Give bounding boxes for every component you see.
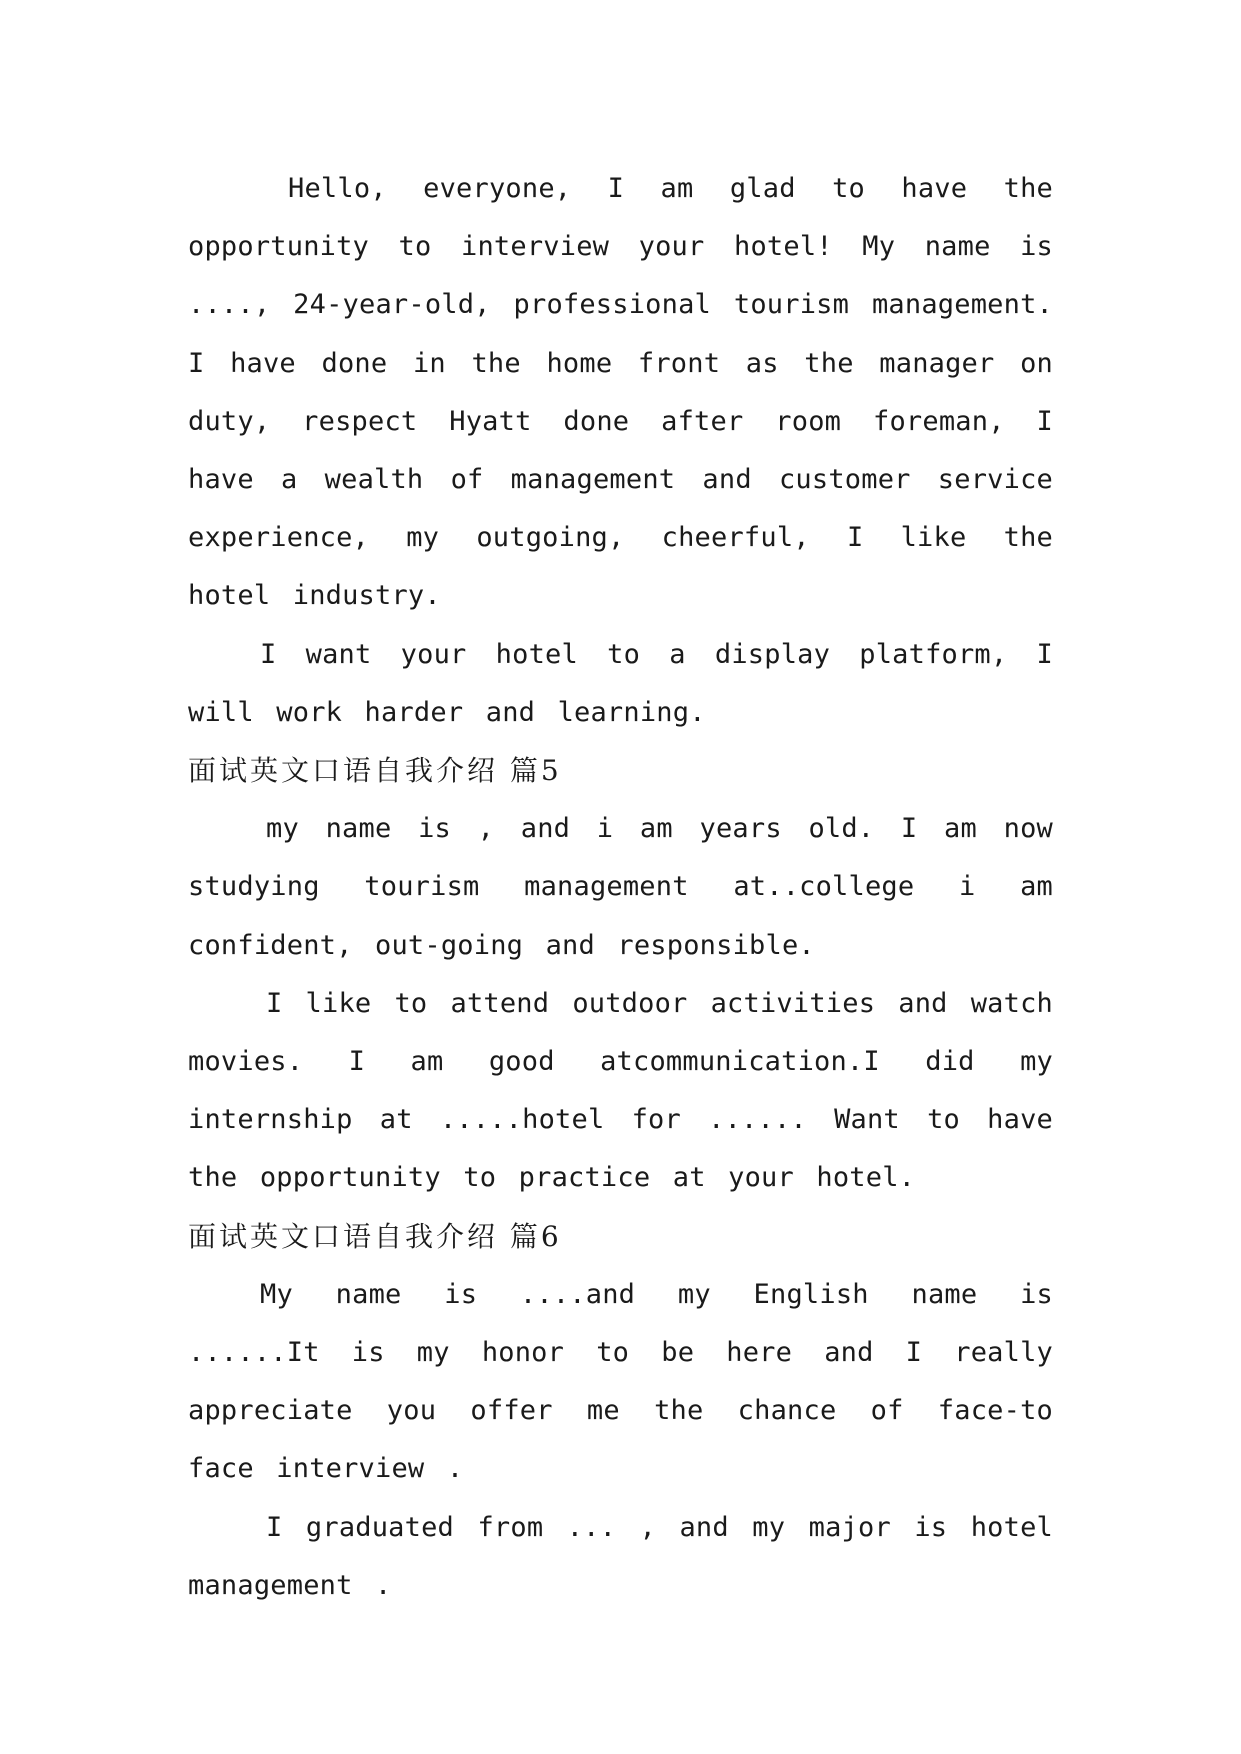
document-body [188,160,1053,1615]
paragraph-hobbies-5: I like to attend outdoor activities and watch movies. I am good atcommunication.I did my internship at .....hotel for ...... Want to have the opportunity to practice at your hotel. [188,987,1053,1194]
section-heading-6: 面试英文口语自我介绍 篇6 [188,1219,562,1253]
paragraph-self-intro-5: my name is , and i am years old. I am now studying tourism management at..college i am confident, out-going and responsible. [188,813,1053,961]
paragraph-education-6: I graduated from ... , and my major is hotel management . [188,1511,1053,1601]
paragraph-self-intro-6: My name is ....and my English name is ......It is my honor to be here and I really appreciate you offer me the chance of face-to face interview . [188,1278,1053,1485]
paragraph-intro: Hello, everyone, I am glad to have the opportunity to interview your hotel! My name is ...., 24-year-old, professional tourism management. I have done in the home front as the manager on duty, respect Hyatt done after room foreman, I have a wealth of management and customer service experience, my outgoing, cheerful, I like the hotel industry. [188,173,1053,612]
paragraph-goal: I want your hotel to a display platform, I will work harder and learning. [188,638,1053,728]
section-heading-5: 面试英文口语自我介绍 篇5 [188,754,562,788]
